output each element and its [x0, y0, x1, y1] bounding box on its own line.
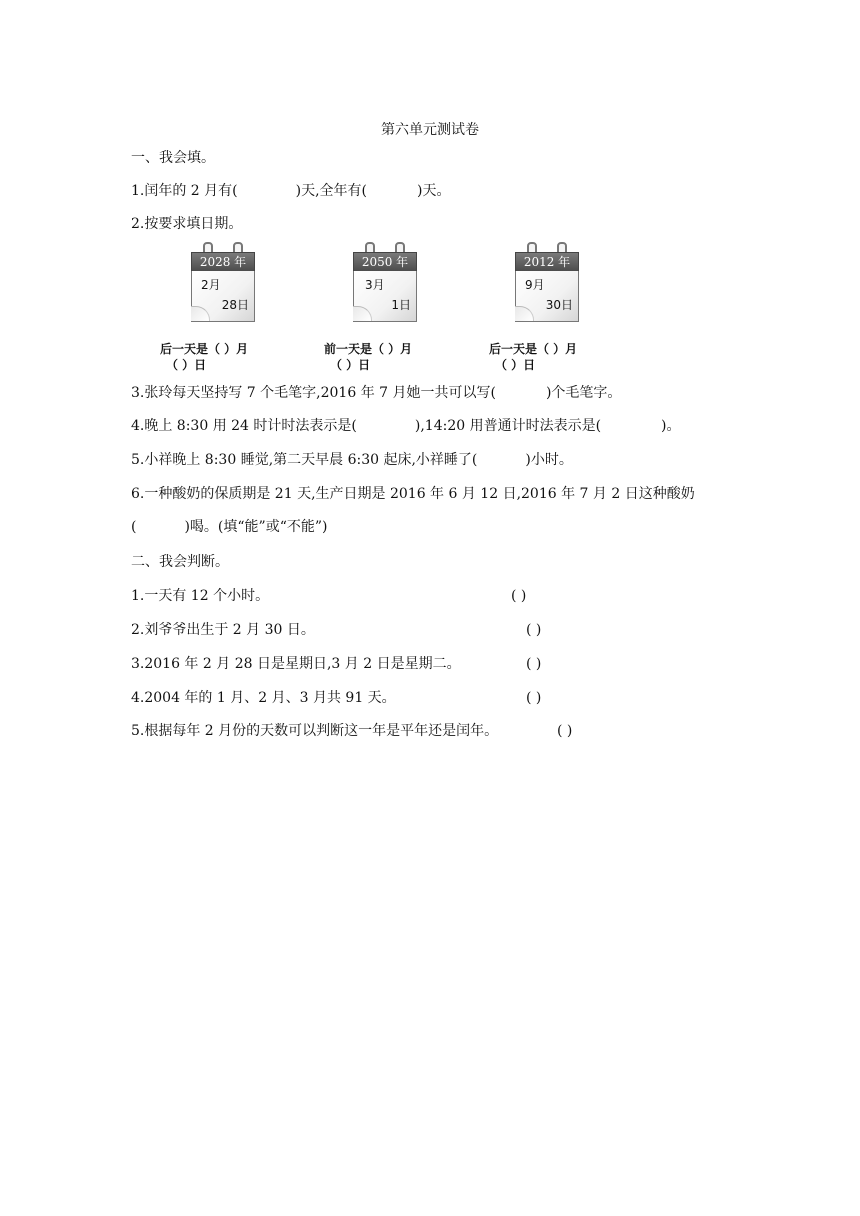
- question-6-line-1: 6.一种酸奶的保质期是 21 天,生产日期是 2016 年 6 月 12 日,2016 年 7 月 2 日这种酸奶: [131, 486, 695, 502]
- judge-item-5-text: 5.根据每年 2 月份的天数可以判断这一年是平年还是闰年。: [131, 723, 499, 739]
- judge-item-5-blank[interactable]: ( ): [557, 723, 573, 739]
- q4-text-b: ),14:20 用普通计时法表示是(: [414, 418, 602, 434]
- q3-text-a: 3.张玲每天坚持写 7 个毛笔字,2016 年 7 月她一共可以写(: [131, 385, 496, 401]
- q4-text-c: )。: [661, 418, 681, 434]
- q5-text-b: )小时。: [525, 452, 573, 468]
- judge-item-4-blank[interactable]: ( ): [526, 690, 542, 706]
- calendar-month: 9月: [525, 278, 545, 292]
- calendar-2050: [353, 242, 417, 324]
- judge-item-1-text: 1.一天有 12 个小时。: [131, 588, 270, 604]
- calendar-month: 2月: [201, 278, 221, 292]
- judge-item-3-text: 3.2016 年 2 月 28 日是星期日,3 月 2 日是星期二。: [131, 656, 461, 672]
- calendar-year: 2050 年: [353, 252, 417, 272]
- calendar-month: 3月: [365, 278, 385, 292]
- calendar-1-answer-line-2: （ ）日: [166, 358, 207, 372]
- calendar-3-answer-line-1: 后一天是（ ）月: [489, 342, 578, 356]
- q4-text-a: 4.晚上 8:30 用 24 时计时法表示是(: [131, 418, 357, 434]
- calendar-year: 2028 年: [191, 252, 255, 272]
- calendar-2-answer-line-2: （ ）日: [330, 358, 371, 372]
- page-title: 第六单元测试卷: [381, 122, 479, 138]
- calendar-3-answer-line-2: （ ）日: [495, 358, 536, 372]
- q5-text-a: 5.小祥晚上 8:30 睡觉,第二天早晨 6:30 起床,小祥睡了(: [131, 452, 478, 468]
- question-4: [131, 417, 681, 435]
- q3-text-b: )个毛笔字。: [545, 385, 622, 401]
- calendar-2028: [191, 242, 255, 324]
- calendar-1-answer-line-1: 后一天是（ ）月: [160, 342, 249, 356]
- calendar-day: 1日: [391, 298, 411, 312]
- judge-item-3-blank[interactable]: ( ): [526, 656, 542, 672]
- question-3: [131, 384, 621, 402]
- judge-item-4-text: 4.2004 年的 1 月、2 月、3 月共 91 天。: [131, 690, 396, 706]
- q1-text-a: 1.闰年的 2 月有(: [131, 183, 238, 199]
- calendar-year: 2012 年: [515, 252, 579, 272]
- calendar-day: 30日: [545, 298, 573, 312]
- section-2-heading: 二、我会判断。: [131, 554, 229, 570]
- judge-item-2-blank[interactable]: ( ): [526, 622, 542, 638]
- section-1-heading: 一、我会填。: [131, 150, 215, 166]
- q1-text-c: )天。: [417, 183, 451, 199]
- q6-text-b: )喝。(填“能”或“不能”): [184, 519, 328, 535]
- judge-item-1-blank[interactable]: ( ): [511, 588, 527, 604]
- q6-text-a: (: [131, 519, 137, 535]
- question-6-line-2: [131, 518, 327, 536]
- question-5: [131, 451, 573, 469]
- q1-text-b: )天,全年有(: [295, 183, 368, 199]
- calendar-day: 28日: [221, 298, 249, 312]
- calendar-2-answer-line-1: 前一天是（ ）月: [324, 342, 413, 356]
- question-2: 2.按要求填日期。: [131, 216, 243, 232]
- question-1: [131, 182, 450, 200]
- calendar-2012: [515, 242, 579, 324]
- judge-item-2-text: 2.刘爷爷出生于 2 月 30 日。: [131, 622, 315, 638]
